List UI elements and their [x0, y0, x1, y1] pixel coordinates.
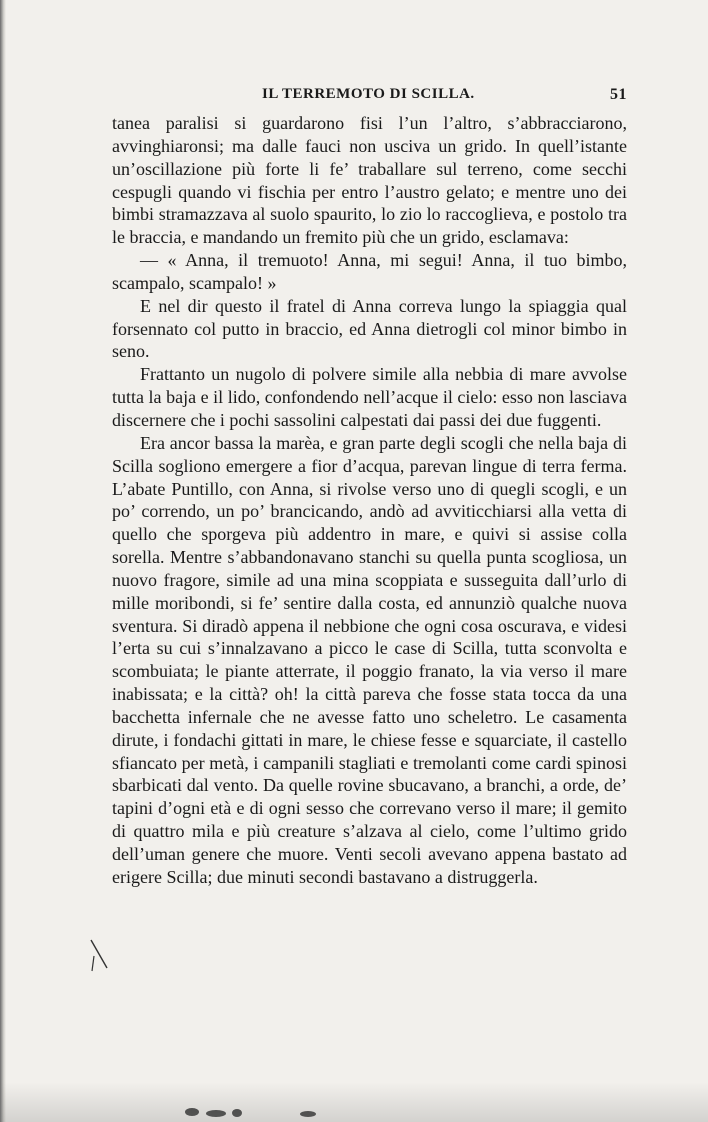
running-head: IL TERREMOTO DI SCILLA. [262, 86, 475, 102]
page-edge-shadow [0, 0, 6, 1122]
body-text [112, 112, 627, 889]
page-number: 51 [610, 86, 627, 103]
paragraph-3: E nel dir questo il fratel di Anna correva lungo la spiaggia qual forsennato col putto in braccio, ed Anna dietrogli col minor bimbo in seno. [112, 295, 627, 362]
page-bottom-shadow [0, 1082, 708, 1122]
pencil-cross-mark-icon [88, 938, 110, 972]
page-header [112, 86, 627, 108]
paragraph-5: Era ancor bassa la marèa, e gran parte degli scogli che nella baja di Scilla sogliono emergere a fior d’acqua, parevan lingue di terra ferma. L’abate Puntillo, con Anna, si rivolse verso uno di quegli scogli, e un po’ correndo, un po’ brancicando, andò ad avviticchiarsi alla vetta di quello che sporgeva più addentro in mare, e quivi si assise colla sorella. Mentre s’abbandonavano stanchi su quella punta scogliosa, un nuovo fragore, simile ad una mina scoppiata e susseguita dall’urlo di mille moribondi, si fe’ sentire dalla costa, ed annunziò qualche nuova sventura. Si diradò appena il nebbione che ogni cosa oscurava, e videsi l’erta su cui s’innalzavano a picco le case di Scilla, tutta sconvolta e scombuiata; le piante atterrate, il poggio franato, la via verso il mare inabissata; e la città? oh! la città pareva che fosse stata tocca da una bacchetta infernale che ne avesse fatto uno scheletro. Le casamenta dirute, i fondachi gittati in mare, le chiese fesse e squarciate, il castello sfiancato per metà, i campanili stagliati e tremolanti come cardi spinosi sbarbicati dal vento. Da quelle rovine sbucavano, a branchi, a orde, de’ tapini d’ogni età e di ogni sesso che correvano verso il mare; il gemito di quattro mila e più creature s’alzava al cielo, come l’ultimo grido dell’uman genere che muore. Venti secoli avevano appena bastato ad erigere Scilla; due minuti secondi bastavano a distruggerla. [112, 432, 627, 887]
paragraph-2: — « Anna, il tremuoto! Anna, mi segui! Anna, il tuo bimbo, scampalo, scampalo! » [112, 250, 627, 293]
paragraph-4: Frattanto un nugolo di polvere simile alla nebbia di mare avvolse tutta la baja e il lido, confondendo nell’acque il cielo: esso non lasciava discernere che i pochi sassolini calpestati dai passi dei due fuggenti. [112, 364, 627, 430]
paragraph-1: tanea paralisi si guardarono fisi l’un l’altro, s’abbracciarono, avvinghiaronsi; ma dalle fauci non usciva un grido. In quell’istante un’oscillazione più forte li fe’ traballare sul terreno, come secchi cespugli quando vi fischia per entro l’austro gelato; e mentre uno dei bimbi stramazzava al suolo spaurito, lo zio lo raccoglieva, e postolo tra le braccia, e mandando un fremito più che un grido, esclamava: [112, 113, 627, 248]
